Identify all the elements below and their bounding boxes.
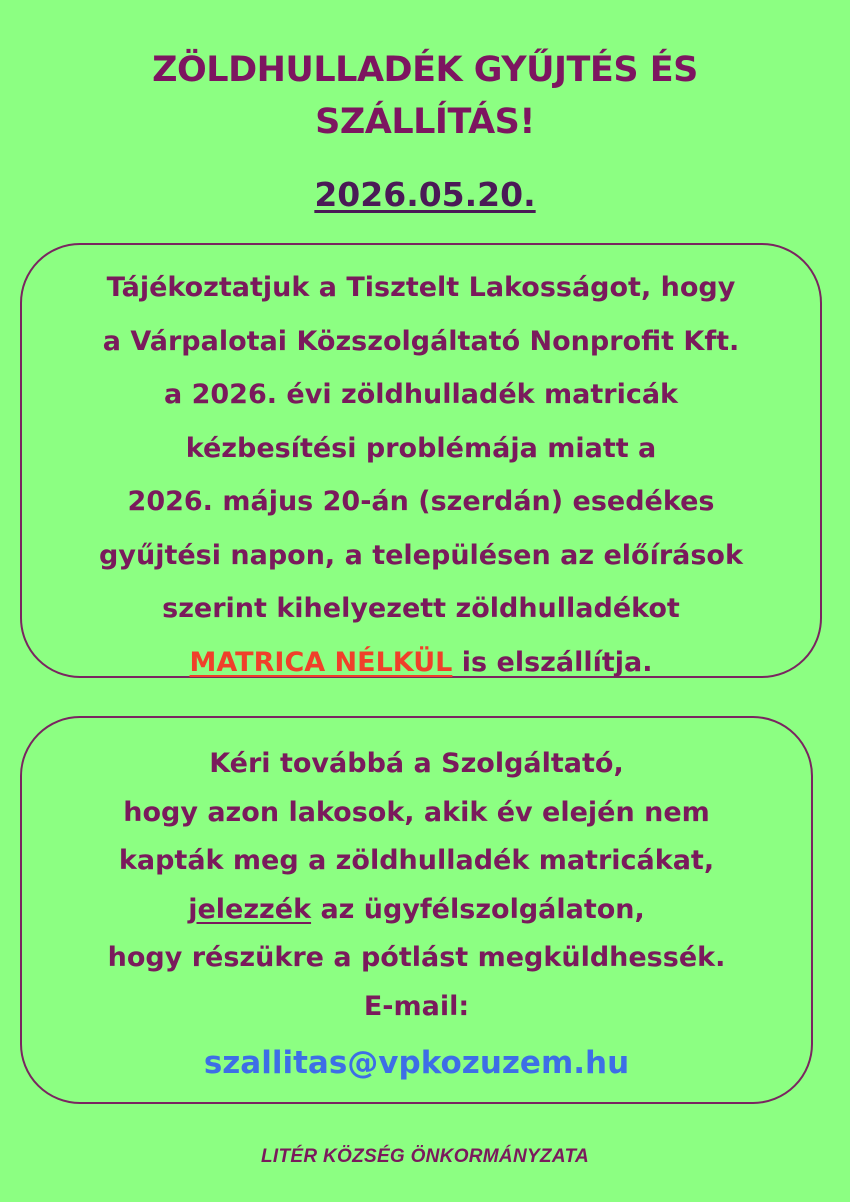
request-line-1: Kéri továbbá a Szolgáltató, (209, 748, 624, 779)
footer-signature: LITÉR KÖZSÉG ÖNKORMÁNYZATA (261, 1146, 589, 1167)
title-line-1: ZÖLDHULLADÉK GYŰJTÉS ÉS (152, 50, 698, 90)
notice-line-4: kézbesítési problémája miatt a (185, 432, 657, 464)
no-sticker-highlight: MATRICA NÉLKÜL (189, 646, 453, 678)
email-label: E-mail: (363, 990, 470, 1022)
request-line-2: hogy azon lakosok, akik év elején nem (123, 796, 710, 828)
notice-line-3: a 2026. évi zöldhulladék matricák (163, 379, 678, 410)
notice-box (20, 243, 822, 678)
request-line-3: kapták meg a zöldhulladék matricákat, (118, 845, 715, 876)
notice-highlight-suffix: is elszállítja. (452, 646, 653, 678)
request-line-4-rest: az ügyfélszolgálaton, (311, 893, 645, 925)
request-line-5: hogy részükre a pótlást megküldhessék. (107, 942, 726, 973)
notice-line-7: szerint kihelyezett zöldhulladékot (162, 593, 680, 624)
page-title (0, 44, 850, 148)
notice-line-2: a Várpalotai Közszolgáltató Nonprofit Kft. (102, 325, 740, 357)
email-link[interactable]: szallitas@vpkozuzem.hu (203, 1045, 630, 1081)
event-date: 2026.05.20. (314, 175, 536, 214)
notice-line-6: gyűjtési napon, a településen az előírások (99, 539, 743, 571)
request-emphasis: jelezzék (188, 893, 312, 925)
request-line-4 (22, 886, 811, 935)
notice-line-1: Tájékoztatjuk a Tisztelt Lakosságot, hogy (106, 272, 736, 303)
request-box (20, 716, 813, 1104)
notice-line-5: 2026. május 20-án (szerdán) esedékes (127, 486, 715, 517)
notice-line-8 (22, 636, 820, 690)
title-line-2: SZÁLLÍTÁS! (315, 102, 535, 142)
